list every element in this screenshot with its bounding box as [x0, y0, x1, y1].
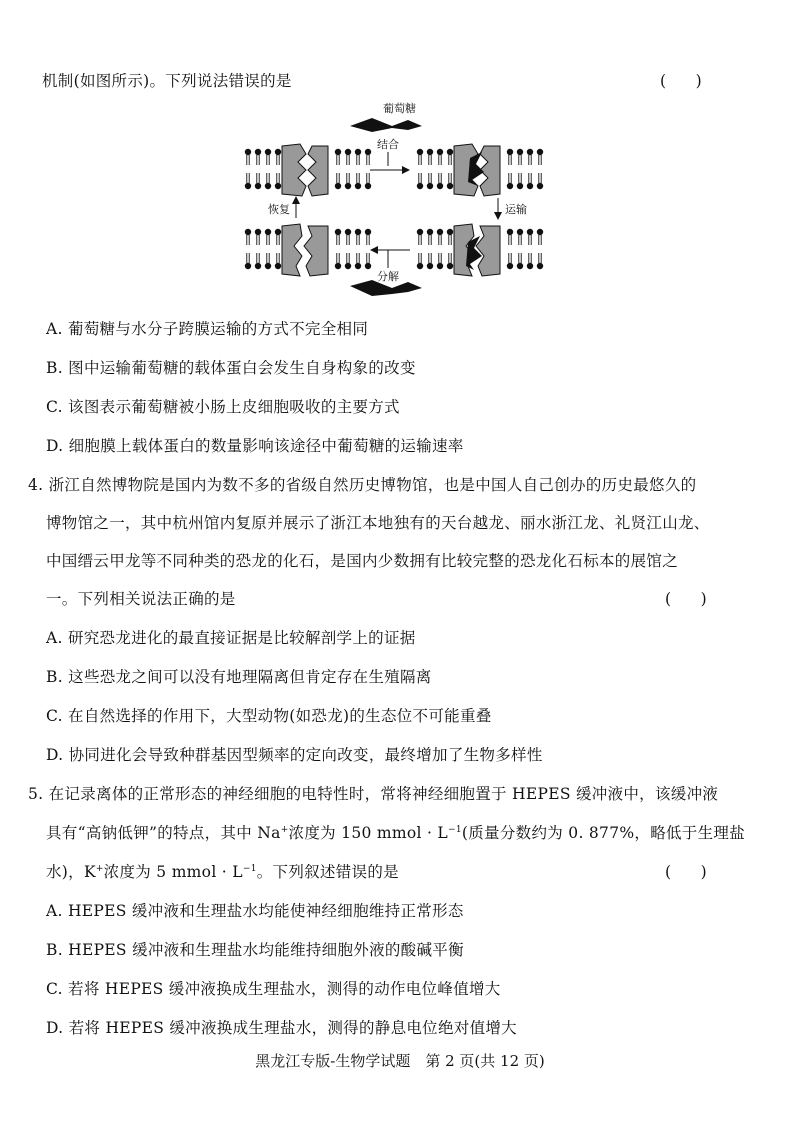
q5-line3-part-a: 水)，K: [46, 863, 96, 881]
q4-option-d: D. 协同进化会导致种群基因型频率的定向改变，最终增加了生物多样性: [46, 746, 543, 764]
glucose-molecule-top: [350, 118, 422, 132]
q4-option-b: B. 这些恐龙之间可以没有地理隔离但肯定存在生殖隔离: [46, 668, 432, 686]
q4-stem-line-2: 博物馆之一，其中杭州馆内复原并展示了浙江本地独有的天台越龙、丽水浙江龙、礼贤江山龙、: [46, 514, 710, 532]
q5-option-b: B. HEPES 缓冲液和生理盐水均能维持细胞外液的酸碱平衡: [46, 941, 464, 959]
q5-line3-sup-l: −1: [242, 863, 257, 874]
q5-option-c: C. 若将 HEPES 缓冲液换成生理盐水，测得的动作电位峰值增大: [46, 980, 501, 998]
membrane-unit-bottom-left: [245, 224, 371, 276]
page-footer: 黑龙江专版-生物学试题 第 2 页(共 12 页): [255, 1052, 545, 1070]
q3-option-d: D. 细胞膜上载体蛋白的数量影响该途径中葡萄糖的运输速率: [46, 437, 464, 455]
membrane-unit-top-left: [245, 144, 371, 196]
q5-line2-part-c: (质量分数约为 0. 877%，略低于生理盐: [461, 824, 746, 842]
carrier-protein-figure: [232, 100, 592, 300]
q3-option-c: C. 该图表示葡萄糖被小肠上皮细胞吸收的主要方式: [46, 398, 400, 416]
q4-option-c: C. 在自然选择的作用下，大型动物(如恐龙)的生态位不可能重叠: [46, 707, 492, 725]
release-label: 分解: [377, 270, 399, 283]
q4-stem-line-1: 4. 浙江自然博物院是国内为数不多的省级自然历史博物馆，也是中国人自己创办的历史最悠久的: [28, 476, 697, 494]
q5-line3-part-b: 浓度为 5 mmol · L: [103, 863, 243, 881]
q5-line2-part-b: 浓度为 150 mmol · L: [288, 824, 449, 842]
recover-label: 恢复: [268, 203, 290, 216]
membrane-unit-bottom-right: [417, 224, 543, 276]
q5-option-a: A. HEPES 缓冲液和生理盐水均能使神经细胞维持正常形态: [46, 902, 464, 920]
answer-bracket-q4: ( ): [665, 590, 707, 608]
q5-line2-sup-l: −1: [448, 824, 462, 835]
bind-label: 结合: [377, 138, 399, 151]
q5-line3-part-c: 。下列叙述错误的是: [256, 863, 399, 881]
q5-stem-line-2: [46, 822, 745, 844]
q5-option-d: D. 若将 HEPES 缓冲液换成生理盐水，测得的静息电位绝对值增大: [46, 1019, 517, 1037]
q5-stem-line-3: [46, 861, 399, 883]
q3-option-b: B. 图中运输葡萄糖的载体蛋白会发生自身构象的改变: [46, 359, 416, 377]
transport-label: 运输: [505, 203, 527, 216]
q4-option-a: A. 研究恐龙进化的最直接证据是比较解剖学上的证据: [46, 629, 416, 647]
q5-line3-sup-k: +: [95, 863, 104, 874]
q5-line2-part-a: 具有“高钠低钾”的特点，其中 Na: [46, 824, 281, 842]
q5-line2-sup-na: +: [280, 824, 289, 835]
glucose-label-top: 葡萄糖: [383, 102, 416, 115]
q3-option-a: A. 葡萄糖与水分子跨膜运输的方式不完全相同: [46, 320, 369, 338]
figure-svg: [232, 100, 592, 300]
q4-stem-line-4: 一。下列相关说法正确的是: [46, 590, 236, 608]
answer-bracket-q3: ( ): [660, 72, 702, 90]
membrane-unit-top-right: [417, 144, 543, 196]
q5-stem-line-1: 5. 在记录离体的正常形态的神经细胞的电特性时，常将神经细胞置于 HEPES 缓冲液中，该缓冲液: [28, 785, 719, 803]
question-3-stem-end: 机制(如图所示)。下列说法错误的是: [42, 72, 292, 90]
q4-stem-line-3: 中国缙云甲龙等不同种类的恐龙的化石，是国内少数拥有比较完整的恐龙化石标本的展馆之: [46, 552, 679, 570]
answer-bracket-q5: ( ): [665, 863, 707, 881]
